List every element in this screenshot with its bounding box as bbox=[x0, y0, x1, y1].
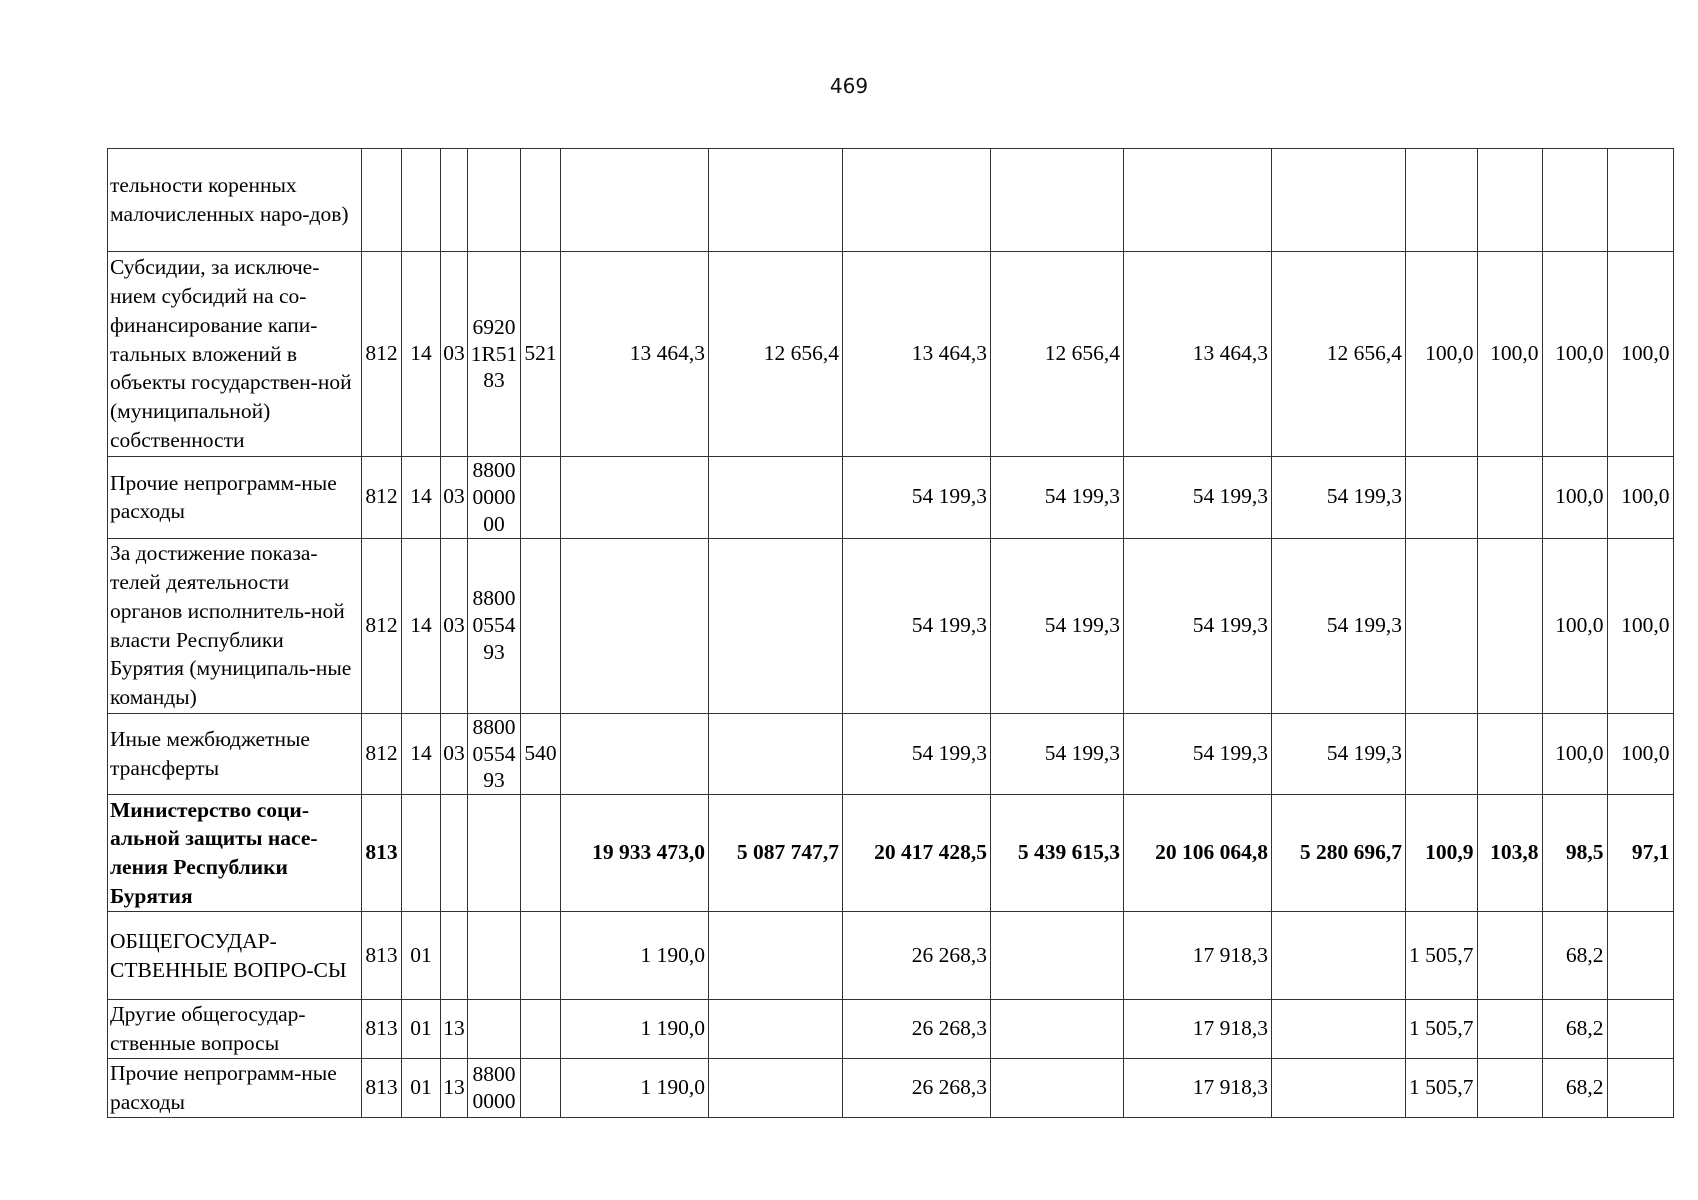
row-name: Иные межбюджетные трансферты bbox=[108, 713, 362, 795]
cell-p3: 68,2 bbox=[1542, 912, 1607, 1000]
cell-v5: 54 199,3 bbox=[1124, 457, 1272, 539]
cell-pr: 03 bbox=[441, 713, 468, 795]
cell-p1 bbox=[1406, 149, 1478, 252]
cell-v5: 17 918,3 bbox=[1124, 1059, 1272, 1118]
cell-v4 bbox=[991, 1059, 1124, 1118]
cell-vr bbox=[521, 457, 561, 539]
cell-p2: 103,8 bbox=[1477, 795, 1542, 912]
cell-csr: 8800055493 bbox=[468, 538, 521, 713]
cell-p3: 100,0 bbox=[1542, 457, 1607, 539]
cell-v4 bbox=[991, 149, 1124, 252]
page-number: 469 bbox=[829, 74, 869, 98]
cell-v1 bbox=[561, 538, 709, 713]
cell-v2 bbox=[709, 713, 843, 795]
cell-rz: 14 bbox=[402, 713, 441, 795]
cell-v6 bbox=[1272, 912, 1406, 1000]
table-row bbox=[108, 1059, 1674, 1118]
cell-v2 bbox=[709, 538, 843, 713]
cell-vr: 521 bbox=[521, 252, 561, 457]
cell-pr: 03 bbox=[441, 252, 468, 457]
cell-v5: 54 199,3 bbox=[1124, 713, 1272, 795]
table-row bbox=[108, 457, 1674, 539]
cell-gr: 812 bbox=[362, 252, 402, 457]
cell-v2 bbox=[709, 457, 843, 539]
row-name: тельности коренных малочисленных наро-дов) bbox=[108, 149, 362, 252]
cell-p3: 100,0 bbox=[1542, 538, 1607, 713]
cell-v4: 12 656,4 bbox=[991, 252, 1124, 457]
cell-v5: 54 199,3 bbox=[1124, 538, 1272, 713]
cell-csr bbox=[468, 149, 521, 252]
cell-v6: 54 199,3 bbox=[1272, 713, 1406, 795]
cell-pr bbox=[441, 912, 468, 1000]
cell-p2 bbox=[1477, 538, 1542, 713]
cell-p2 bbox=[1477, 912, 1542, 1000]
table-row bbox=[108, 795, 1674, 912]
cell-pr: 13 bbox=[441, 1000, 468, 1059]
cell-gr: 812 bbox=[362, 457, 402, 539]
cell-v2 bbox=[709, 1059, 843, 1118]
table-row bbox=[108, 538, 1674, 713]
cell-v4: 54 199,3 bbox=[991, 457, 1124, 539]
cell-p4 bbox=[1607, 912, 1673, 1000]
cell-v3 bbox=[843, 149, 991, 252]
row-name: Прочие непрограмм-ные расходы bbox=[108, 1059, 362, 1118]
cell-gr: 812 bbox=[362, 538, 402, 713]
cell-pr: 13 bbox=[441, 1059, 468, 1118]
cell-v3: 26 268,3 bbox=[843, 1000, 991, 1059]
cell-p4: 100,0 bbox=[1607, 538, 1673, 713]
cell-gr: 813 bbox=[362, 1059, 402, 1118]
cell-v4: 54 199,3 bbox=[991, 538, 1124, 713]
cell-p3: 98,5 bbox=[1542, 795, 1607, 912]
cell-v6 bbox=[1272, 149, 1406, 252]
cell-vr bbox=[521, 538, 561, 713]
cell-csr: 8800055493 bbox=[468, 713, 521, 795]
table-row bbox=[108, 1000, 1674, 1059]
cell-vr bbox=[521, 912, 561, 1000]
cell-v6: 5 280 696,7 bbox=[1272, 795, 1406, 912]
cell-rz bbox=[402, 149, 441, 252]
cell-v5: 17 918,3 bbox=[1124, 1000, 1272, 1059]
table-row bbox=[108, 252, 1674, 457]
cell-p1 bbox=[1406, 713, 1478, 795]
cell-gr: 813 bbox=[362, 1000, 402, 1059]
cell-vr bbox=[521, 149, 561, 252]
cell-gr bbox=[362, 149, 402, 252]
cell-v3: 26 268,3 bbox=[843, 1059, 991, 1118]
cell-v1: 1 190,0 bbox=[561, 912, 709, 1000]
cell-v5: 13 464,3 bbox=[1124, 252, 1272, 457]
row-name: Министерство соци-альной защиты насе-ления Республики Бурятия bbox=[108, 795, 362, 912]
cell-vr bbox=[521, 1059, 561, 1118]
cell-p3: 100,0 bbox=[1542, 252, 1607, 457]
cell-v2: 5 087 747,7 bbox=[709, 795, 843, 912]
cell-v2 bbox=[709, 149, 843, 252]
cell-csr bbox=[468, 1000, 521, 1059]
cell-p3: 68,2 bbox=[1542, 1000, 1607, 1059]
cell-pr bbox=[441, 795, 468, 912]
cell-vr: 540 bbox=[521, 713, 561, 795]
cell-p1: 1 505,7 bbox=[1406, 912, 1478, 1000]
cell-rz: 14 bbox=[402, 457, 441, 539]
cell-v1: 19 933 473,0 bbox=[561, 795, 709, 912]
cell-vr bbox=[521, 1000, 561, 1059]
cell-v6 bbox=[1272, 1000, 1406, 1059]
cell-p1: 1 505,7 bbox=[1406, 1000, 1478, 1059]
cell-v3: 54 199,3 bbox=[843, 538, 991, 713]
cell-v5 bbox=[1124, 149, 1272, 252]
row-name: За достижение показа-телей деятельности органов исполнитель-ной власти Республики Бурятия (муниципаль-ные команды) bbox=[108, 538, 362, 713]
cell-v6: 12 656,4 bbox=[1272, 252, 1406, 457]
cell-v4 bbox=[991, 912, 1124, 1000]
cell-v1 bbox=[561, 149, 709, 252]
cell-v2: 12 656,4 bbox=[709, 252, 843, 457]
table-row bbox=[108, 149, 1674, 252]
cell-p2 bbox=[1477, 1000, 1542, 1059]
cell-p4 bbox=[1607, 149, 1673, 252]
cell-v5: 17 918,3 bbox=[1124, 912, 1272, 1000]
cell-rz: 01 bbox=[402, 1059, 441, 1118]
cell-rz: 14 bbox=[402, 538, 441, 713]
cell-p1: 100,0 bbox=[1406, 252, 1478, 457]
cell-p2 bbox=[1477, 1059, 1542, 1118]
budget-table bbox=[107, 148, 1674, 1118]
cell-pr bbox=[441, 149, 468, 252]
cell-gr: 812 bbox=[362, 713, 402, 795]
cell-csr: 69201R5183 bbox=[468, 252, 521, 457]
cell-v6 bbox=[1272, 1059, 1406, 1118]
cell-rz: 01 bbox=[402, 1000, 441, 1059]
cell-v4: 5 439 615,3 bbox=[991, 795, 1124, 912]
table-row bbox=[108, 713, 1674, 795]
cell-p2 bbox=[1477, 149, 1542, 252]
cell-pr: 03 bbox=[441, 538, 468, 713]
cell-p2 bbox=[1477, 457, 1542, 539]
cell-csr bbox=[468, 912, 521, 1000]
cell-p3: 100,0 bbox=[1542, 713, 1607, 795]
cell-csr: 8800000000 bbox=[468, 457, 521, 539]
cell-p3: 68,2 bbox=[1542, 1059, 1607, 1118]
cell-p1 bbox=[1406, 538, 1478, 713]
cell-v4: 54 199,3 bbox=[991, 713, 1124, 795]
row-name: Другие общегосудар-ственные вопросы bbox=[108, 1000, 362, 1059]
cell-p4: 100,0 bbox=[1607, 457, 1673, 539]
cell-p1: 100,9 bbox=[1406, 795, 1478, 912]
cell-p4: 97,1 bbox=[1607, 795, 1673, 912]
cell-p4 bbox=[1607, 1059, 1673, 1118]
cell-csr: 88000000 bbox=[468, 1059, 521, 1118]
cell-rz: 01 bbox=[402, 912, 441, 1000]
cell-p1 bbox=[1406, 457, 1478, 539]
cell-gr: 813 bbox=[362, 912, 402, 1000]
cell-p3 bbox=[1542, 149, 1607, 252]
cell-v3: 20 417 428,5 bbox=[843, 795, 991, 912]
table-row bbox=[108, 912, 1674, 1000]
cell-csr bbox=[468, 795, 521, 912]
cell-v3: 13 464,3 bbox=[843, 252, 991, 457]
row-name: Прочие непрограмм-ные расходы bbox=[108, 457, 362, 539]
cell-p4 bbox=[1607, 1000, 1673, 1059]
row-name: ОБЩЕГОСУДАР-СТВЕННЫЕ ВОПРО-СЫ bbox=[108, 912, 362, 1000]
row-name: Субсидии, за исключе-нием субсидий на со-финансирование капи-тальных вложений в объекты государствен-ной (муниципальной) собственности bbox=[108, 252, 362, 457]
cell-p2: 100,0 bbox=[1477, 252, 1542, 457]
cell-v3: 54 199,3 bbox=[843, 713, 991, 795]
cell-v3: 26 268,3 bbox=[843, 912, 991, 1000]
cell-gr: 813 bbox=[362, 795, 402, 912]
cell-p2 bbox=[1477, 713, 1542, 795]
cell-v1: 1 190,0 bbox=[561, 1059, 709, 1118]
cell-v6: 54 199,3 bbox=[1272, 538, 1406, 713]
cell-v3: 54 199,3 bbox=[843, 457, 991, 539]
cell-v1: 1 190,0 bbox=[561, 1000, 709, 1059]
cell-v6: 54 199,3 bbox=[1272, 457, 1406, 539]
cell-v1 bbox=[561, 457, 709, 539]
cell-v4 bbox=[991, 1000, 1124, 1059]
cell-v5: 20 106 064,8 bbox=[1124, 795, 1272, 912]
cell-vr bbox=[521, 795, 561, 912]
cell-rz bbox=[402, 795, 441, 912]
cell-pr: 03 bbox=[441, 457, 468, 539]
cell-p1: 1 505,7 bbox=[1406, 1059, 1478, 1118]
cell-p4: 100,0 bbox=[1607, 252, 1673, 457]
cell-v1 bbox=[561, 713, 709, 795]
cell-v2 bbox=[709, 912, 843, 1000]
cell-rz: 14 bbox=[402, 252, 441, 457]
cell-v2 bbox=[709, 1000, 843, 1059]
cell-p4: 100,0 bbox=[1607, 713, 1673, 795]
cell-v1: 13 464,3 bbox=[561, 252, 709, 457]
